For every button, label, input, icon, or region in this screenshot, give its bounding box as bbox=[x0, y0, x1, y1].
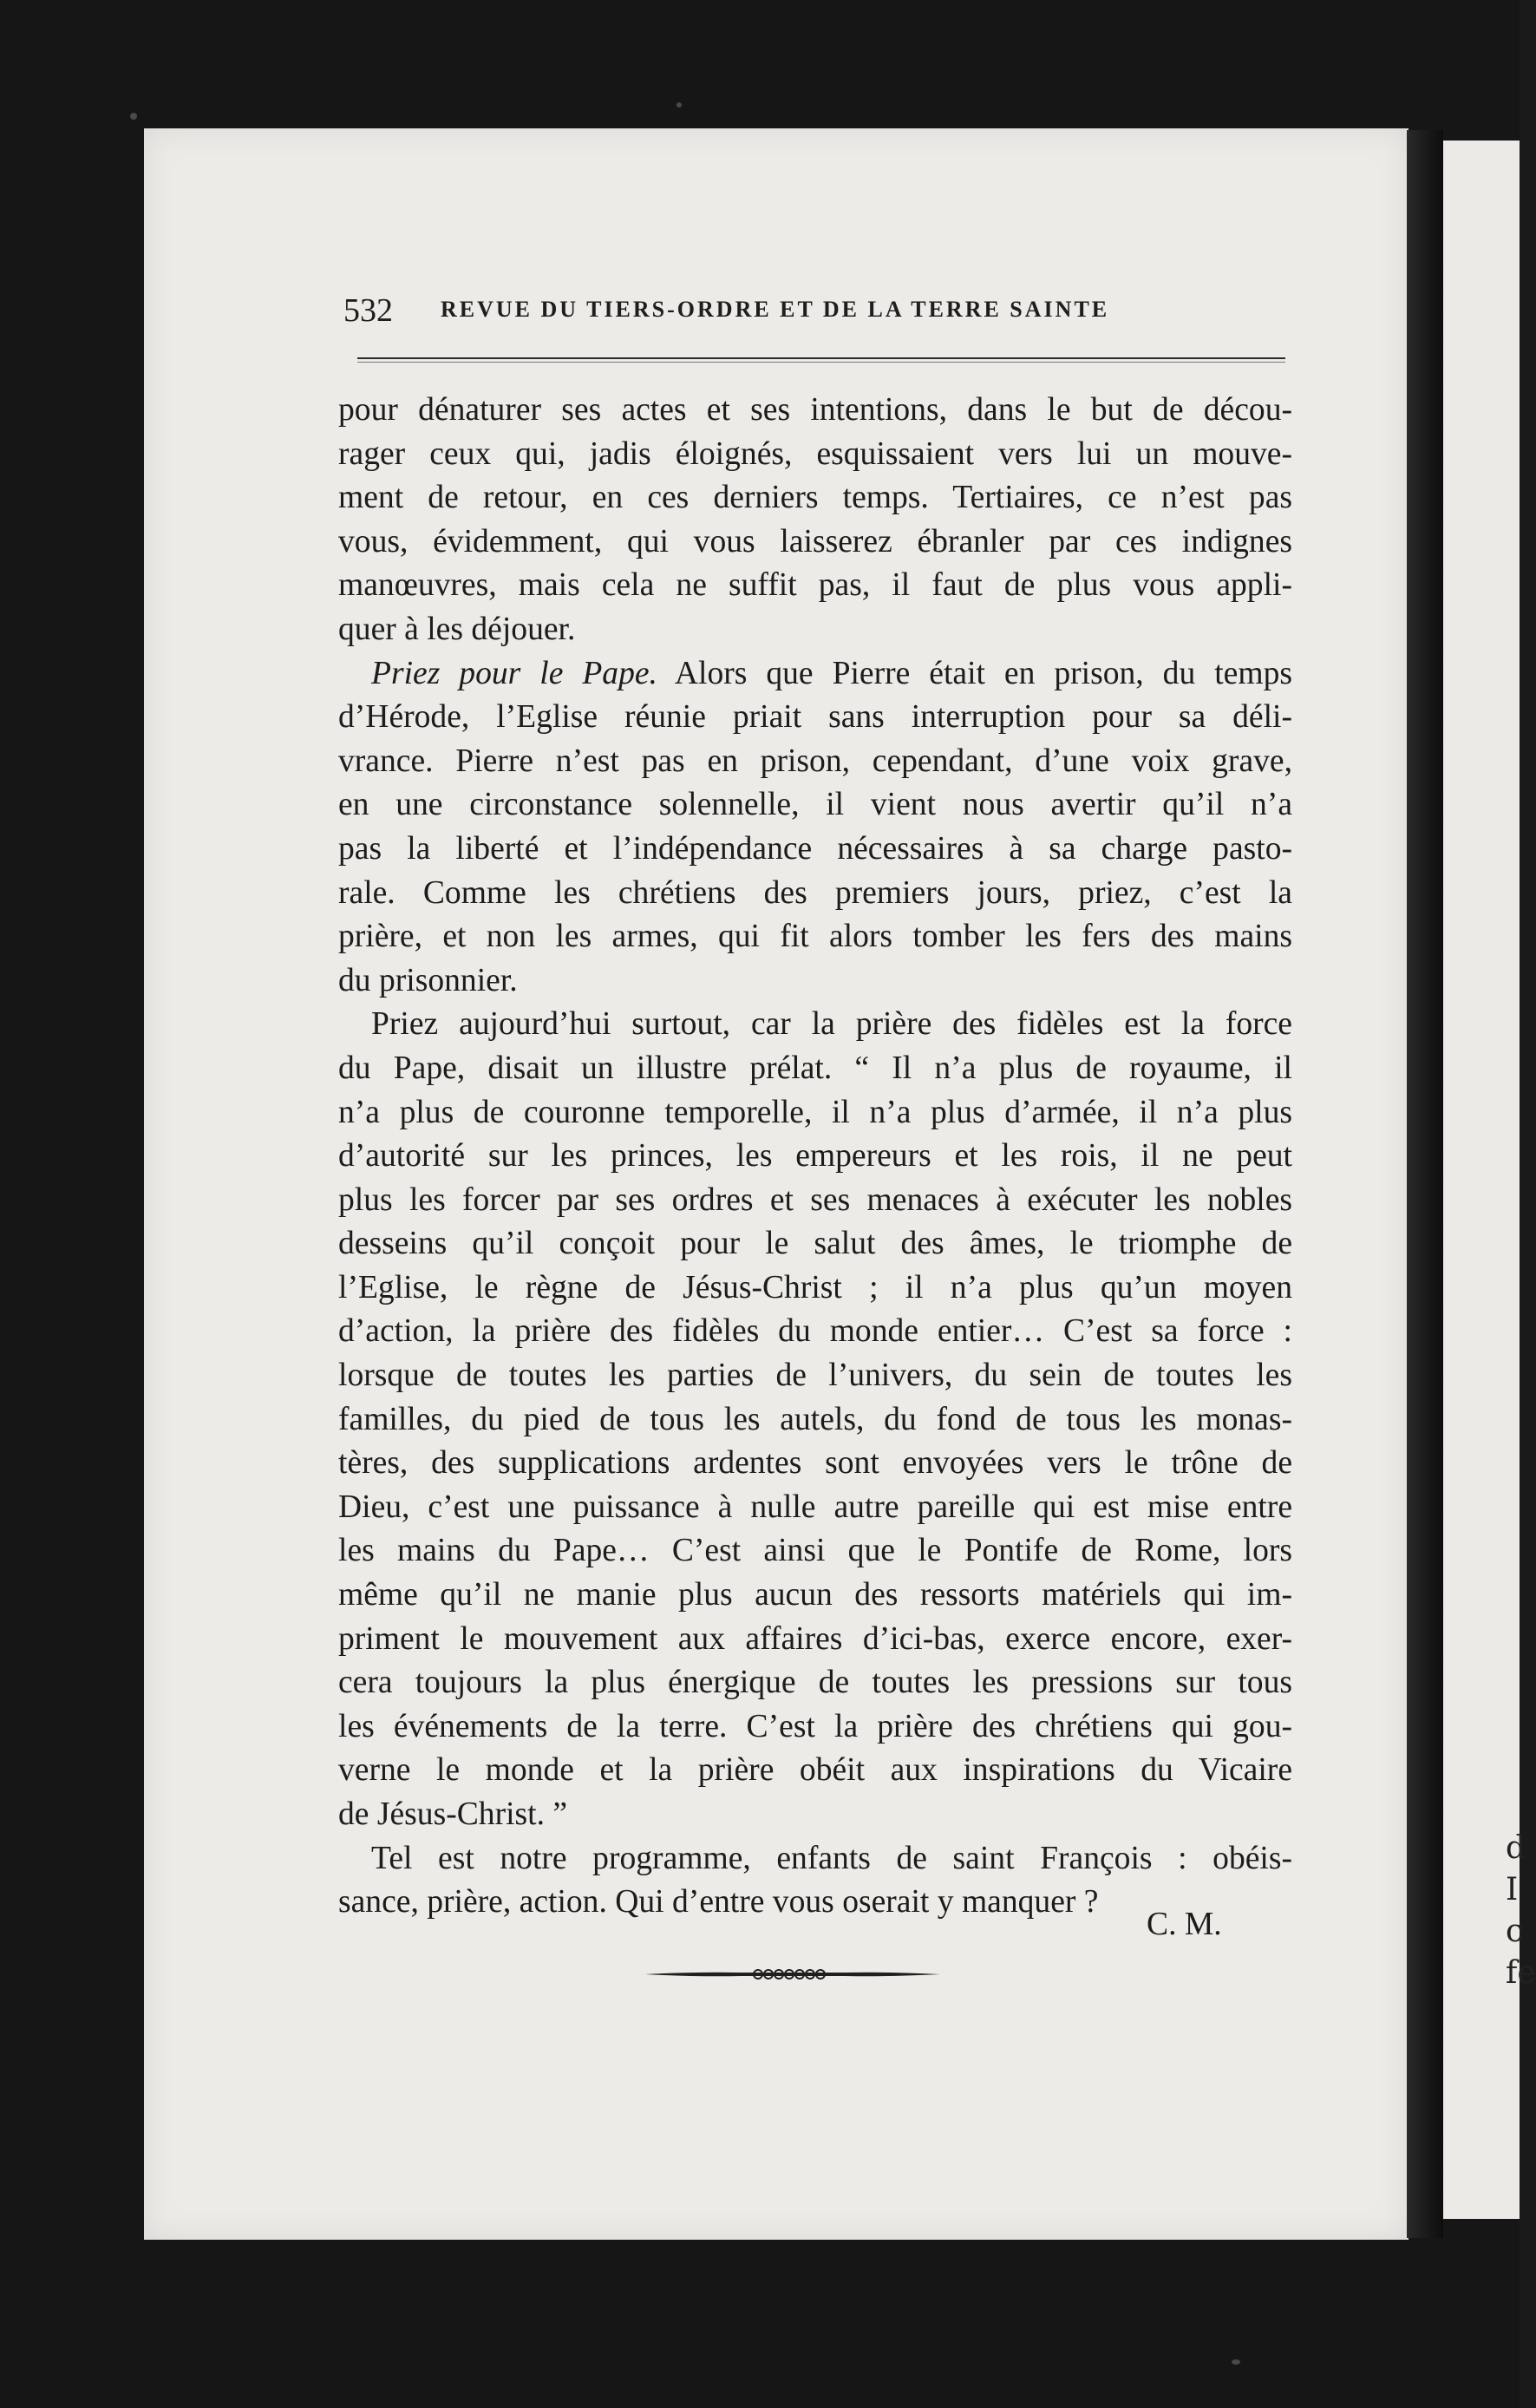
running-title: REVUE DU TIERS-ORDRE ET DE LA TERRE SAINTE bbox=[441, 297, 1110, 322]
text-line: les mains du Pape… C’est ainsi que le Pontife de Rome, lors bbox=[338, 1533, 1292, 1569]
dust-speck bbox=[130, 113, 137, 120]
text-line: l’Eglise, le règne de Jésus-Christ ; il n’a plus qu’un moyen bbox=[338, 1269, 1292, 1305]
adjacent-page-text: fe bbox=[1506, 1955, 1536, 1991]
end-ornament bbox=[645, 1964, 940, 1985]
text-line: d’autorité sur les princes, les empereurs et les rois, il ne peut bbox=[338, 1138, 1292, 1175]
text-line: plus les forcer par ses ordres et ses menaces à exécuter les nobles bbox=[338, 1181, 1292, 1218]
header-rule-thin bbox=[357, 362, 1285, 363]
text-line: vous, évidemment, qui vous laisserez ébranler par ces indignes bbox=[338, 523, 1292, 559]
text-line: d’action, la prière des fidèles du monde entier… C’est sa force : bbox=[338, 1313, 1292, 1350]
paragraph bbox=[338, 1003, 1292, 1836]
dust-speck bbox=[1232, 2359, 1240, 2365]
text-line: pas la liberté et l’indépendance nécessaires à sa charge pasto- bbox=[338, 830, 1292, 867]
header-rule bbox=[357, 357, 1285, 359]
dust-speck bbox=[676, 102, 682, 108]
paragraph bbox=[338, 389, 1292, 652]
page-gutter-shadow bbox=[1407, 130, 1443, 2238]
signature: C. M. bbox=[1147, 1907, 1222, 1942]
adjacent-page-text: d bbox=[1506, 1830, 1526, 1866]
text-line: n’a plus de couronne temporelle, il n’a plus d’armée, il n’a plus bbox=[338, 1094, 1292, 1130]
text-line: verne le monde et la prière obéit aux inspirations du Vicaire bbox=[338, 1752, 1292, 1789]
paragraph bbox=[338, 652, 1292, 1004]
text-line: les événements de la terre. C’est la prière des chrétiens qui gou- bbox=[338, 1708, 1292, 1744]
text-line: même qu’il ne manie plus aucun des ressorts matériels qui im- bbox=[338, 1577, 1292, 1613]
text-line: pour dénaturer ses actes et ses intentions, dans le but de décou- bbox=[338, 392, 1292, 428]
text-line: ment de retour, en ces derniers temps. Tertiaires, ce n’est pas bbox=[338, 480, 1292, 516]
italic-lead: Priez pour le Pape. bbox=[371, 655, 657, 691]
text-line: sance, prière, action. Qui d’entre vous oserait y manquer ? bbox=[338, 1884, 1099, 1921]
adjacent-page-text: I bbox=[1506, 1872, 1519, 1907]
text-line: rager ceux qui, jadis éloignés, esquissaient vers lui un mouve- bbox=[338, 435, 1292, 472]
text-line: quer à les déjouer. bbox=[338, 611, 576, 647]
text-run: Alors que Pierre était en prison, du temps bbox=[657, 655, 1292, 691]
text-line bbox=[338, 652, 1292, 697]
text-line: priment le mouvement aux affaires d’ici-bas, exerce encore, exer- bbox=[338, 1620, 1292, 1657]
adjacent-page-fragment bbox=[1443, 141, 1536, 2219]
text-line: de Jésus-Christ. ” bbox=[338, 1796, 568, 1832]
text-line: familles, du pied de tous les autels, du fond de tous les monas- bbox=[338, 1401, 1292, 1437]
text-line: en une circonstance solennelle, il vient nous avertir qu’il n’a bbox=[338, 787, 1292, 823]
text-line: Priez aujourd’hui surtout, car la prière des fidèles est la force bbox=[371, 1006, 1292, 1043]
adjacent-page-text: c bbox=[1506, 1914, 1524, 1949]
text-line: du Pape, disait un illustre prélat. “ Il n’a plus de royaume, il bbox=[338, 1050, 1292, 1086]
text-line: d’Hérode, l’Eglise réunie priait sans interruption pour sa déli- bbox=[338, 699, 1292, 736]
text-line: prière, et non les armes, qui fit alors tomber les fers des mains bbox=[338, 919, 1292, 955]
text-line: Dieu, c’est une puissance à nulle autre pareille qui est mise entre bbox=[338, 1489, 1292, 1525]
text-line: manœuvres, mais cela ne suffit pas, il faut de plus vous appli- bbox=[338, 567, 1292, 604]
text-line: vrance. Pierre n’est pas en prison, cependant, d’une voix grave, bbox=[338, 743, 1292, 779]
page-number: 532 bbox=[343, 292, 393, 329]
text-line: du prisonnier. bbox=[338, 962, 518, 998]
text-line: tères, des supplications ardentes sont envoyées vers le trône de bbox=[338, 1445, 1292, 1482]
article-body bbox=[338, 389, 1292, 1925]
text-line: Tel est notre programme, enfants de saint François : obéis- bbox=[371, 1840, 1292, 1876]
text-line: lorsque de toutes les parties de l’univers, du sein de toutes les bbox=[338, 1358, 1292, 1394]
text-line: rale. Comme les chrétiens des premiers jours, priez, c’est la bbox=[338, 874, 1292, 911]
text-line: cera toujours la plus énergique de toutes les pressions sur tous bbox=[338, 1665, 1292, 1701]
text-line: desseins qu’il conçoit pour le salut des âmes, le triomphe de bbox=[338, 1226, 1292, 1262]
